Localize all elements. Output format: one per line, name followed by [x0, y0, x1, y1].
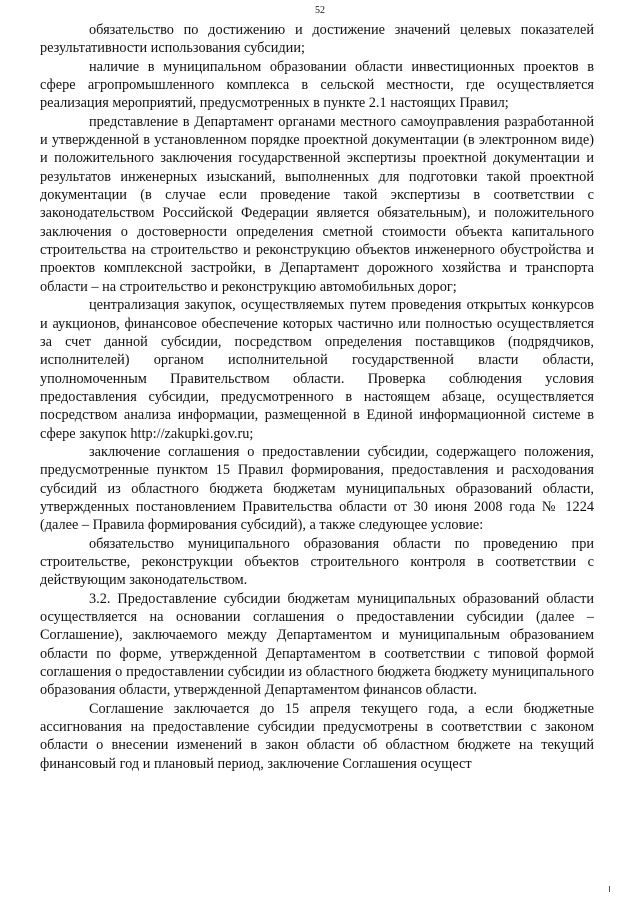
paragraph-project-documentation: представление в Департамент органами местного самоуправления разработанной и утвержденной в установленном порядке проектной документации (в электронном виде) и положительного заключения государственной экспертизы проектной документации и результатов инженерных изысканий, выполненных для подготовки такой проектной документации (в случае если проведение такой экспертизы в соответствии с законодательством Российской Федерации является обязательным), и положительного заключения о достоверности определения сметной стоимости объекта капитального строительства на строительство и реконструкцию объектов инженерного обустройства и проектов комплексной застройки, в Департамент дорожного хозяйства и транспорта области – на строительство и реконструкцию автомобильных дорог; [40, 113, 594, 295]
paragraph-investment-projects: наличие в муниципальном образовании области инвестиционных проектов в сфере агропромышленного комплекса в сельской местности, где осуществляется реализация мероприятий, предусмотренных в пункте 2.1 настоящих Правил; [40, 58, 594, 112]
document-body [40, 21, 594, 773]
scan-edge-mark [609, 886, 610, 892]
paragraph-section-3-2: 3.2. Предоставление субсидии бюджетам муниципальных образований области осуществляется на основании соглашения о предоставлении субсидии (далее – Соглашение), заключаемого между Департаментом и муниципальным образованием области по форме, утвержденной Департаментом в соответствии с типовой формой соглашения о предоставлении субсидии из областного бюджета бюджету муниципального образования области, утвержденной Департаментом финансов области. [40, 590, 594, 699]
paragraph-procurement-centralization: централизация закупок, осуществляемых путем проведения открытых конкурсов и аукционов, финансовое обеспечение которых частично или полностью осуществляется за счет данной субсидии, посредством определения поставщиков (подрядчиков, исполнителей) органом исполнительной государственной власти области, уполномоченным Правительством области. Проверка соблюдения условия предоставления субсидии, предусмотренного в настоящем абзаце, осуществляется посредством анализа информации, размещенной в Единой информационной системе в сфере закупок http://zakupki.gov.ru; [40, 297, 594, 442]
page-number: 52 [315, 5, 325, 16]
paragraph-agreement-deadline: Соглашение заключается до 15 апреля текущего года, а если бюджетные ассигнования на предоставление субсидии предусмотрены в соответствии с законом области о внесении изменений в закон области об областном бюджете на текущий финансовый год и плановый период, заключение Соглашения осущест [40, 700, 594, 772]
paragraph-target-indicators: обязательство по достижению и достижение значений целевых показателей результативности использования субсидии; [40, 22, 594, 57]
paragraph-construction-control: обязательство муниципального образования области по проведению при строительстве, реконструкции объектов строительного контроля в соответствии с действующим законодательством. [40, 535, 594, 589]
paragraph-subsidy-agreement: заключение соглашения о предоставлении субсидии, содержащего положения, предусмотренные пунктом 15 Правил формирования, предоставления и расходования субсидий из областного бюджета бюджетам муниципальных образований области, утвержденных постановлением Правительства области от 30 июня 2008 года № 1224 (далее – Правила формирования субсидий), а также следующее условие: [40, 443, 594, 534]
